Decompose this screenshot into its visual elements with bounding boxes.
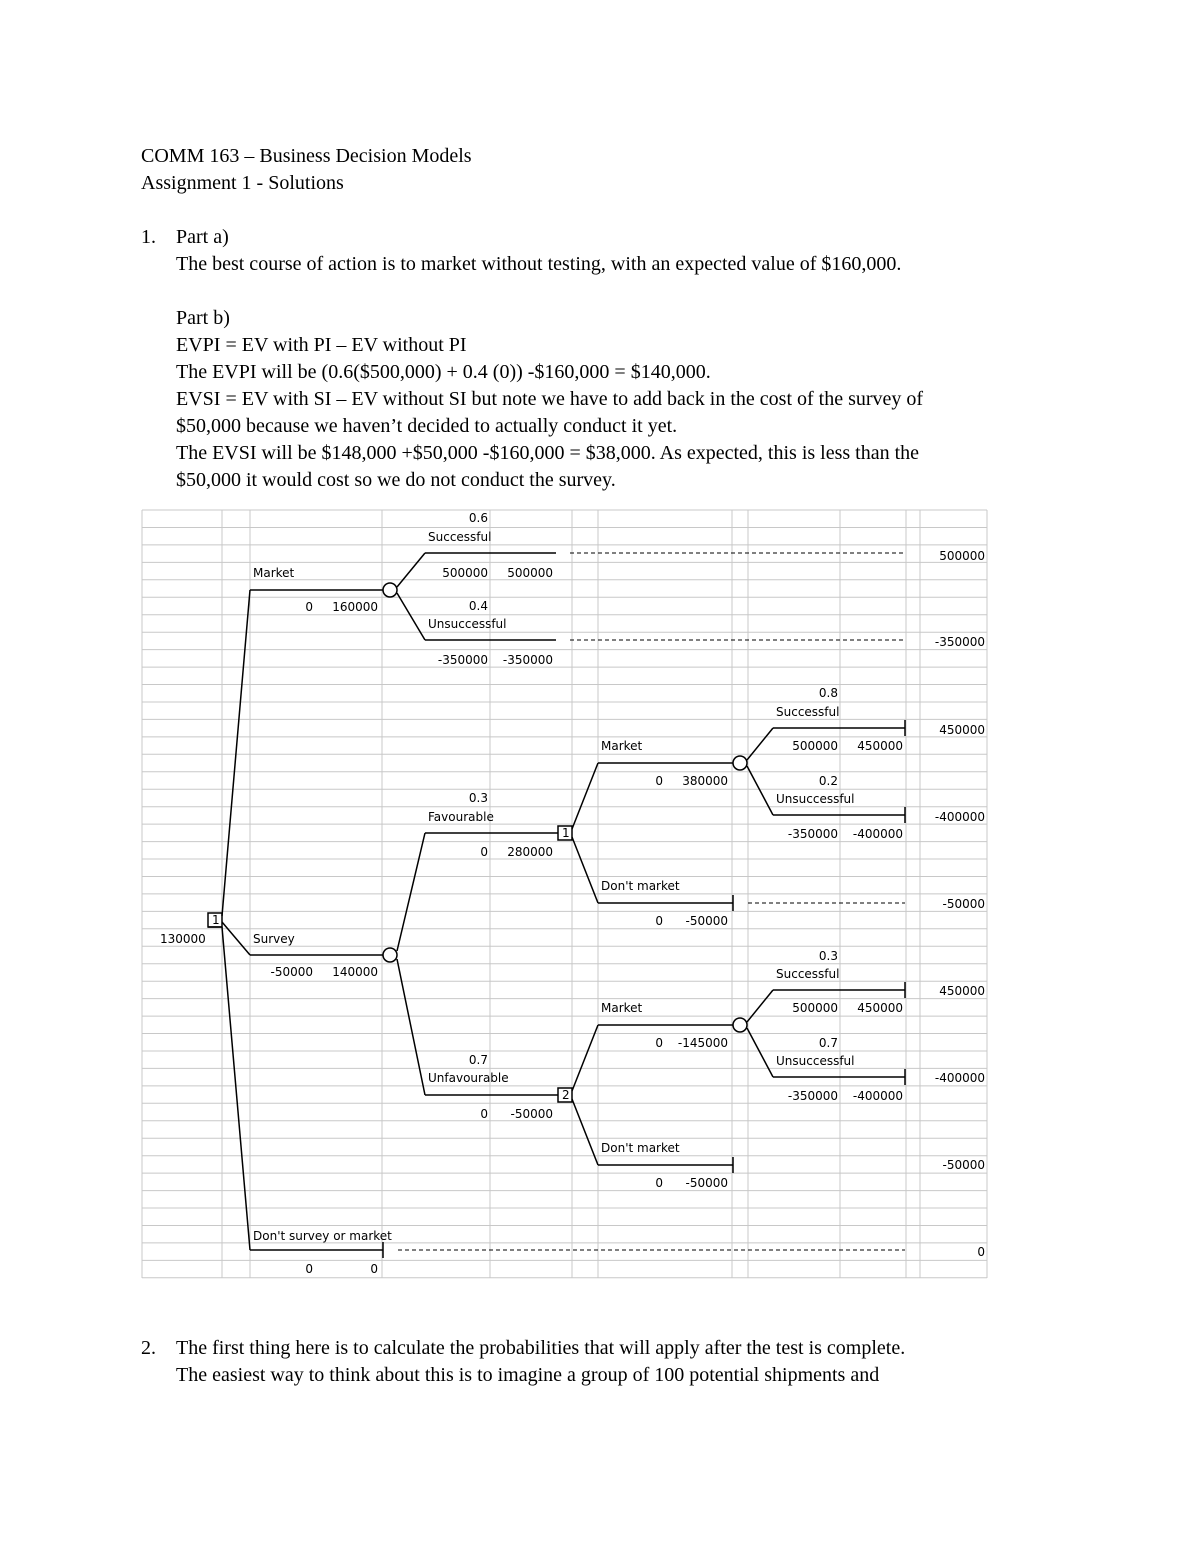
part-b-line: $50,000 because we haven’t decided to actually conduct it yet. xyxy=(176,415,678,437)
cost: 0 xyxy=(655,1036,663,1050)
outcome-label: Unsuccessful xyxy=(776,1054,855,1068)
part-b-line: EVSI = EV with SI – EV without SI but note we have to add back in the cost of the survey of xyxy=(176,388,924,410)
part-b-line: $50,000 it would cost so we do not conduct the survey. xyxy=(176,469,616,491)
prob: 0.7 xyxy=(468,1053,488,1067)
root-ev: 130000 xyxy=(160,932,206,946)
prob: 0.3 xyxy=(468,791,488,805)
dont-market-label: Don't market xyxy=(601,879,680,893)
q2-line: The easiest way to think about this is to imagine a group of 100 potential shipments and xyxy=(176,1364,880,1386)
total: 450000 xyxy=(857,1001,903,1015)
survey-cost: -50000 xyxy=(270,965,313,979)
total: -400000 xyxy=(852,1089,903,1103)
q2-line: The first thing here is to calculate the probabilities that will apply after the test is complete. xyxy=(176,1337,906,1359)
market-label: Market xyxy=(601,739,643,753)
part-b-line: The EVSI will be $148,000 +$50,000 -$160,000 = $38,000. As expected, this is less than the xyxy=(176,442,920,464)
total: -350000 xyxy=(502,653,553,667)
cost: 0 xyxy=(655,1176,663,1190)
chance-node-fav-market xyxy=(733,756,747,770)
ev: 280000 xyxy=(507,845,553,859)
outcome-label: Unsuccessful xyxy=(428,617,507,631)
total: 500000 xyxy=(507,566,553,580)
root-node-id: 1 xyxy=(212,913,220,927)
cash: 500000 xyxy=(442,566,488,580)
ev: -145000 xyxy=(677,1036,728,1050)
outcome-label: Successful xyxy=(776,967,840,981)
cash: -350000 xyxy=(787,1089,838,1103)
ev: 380000 xyxy=(682,774,728,788)
neither-label: Don't survey or market xyxy=(253,1229,392,1243)
branch-survey xyxy=(222,922,250,955)
chance-node-unfav-market xyxy=(733,1018,747,1032)
prob: 0.4 xyxy=(468,599,488,613)
cost: 0 xyxy=(480,1107,488,1121)
payoff: 450000 xyxy=(939,984,985,998)
branch-neither xyxy=(222,927,250,1250)
tree-lines xyxy=(208,553,905,1258)
outcome-label: Successful xyxy=(428,530,492,544)
payoff: 450000 xyxy=(939,723,985,737)
chance-node-survey xyxy=(383,948,397,962)
total: 450000 xyxy=(857,739,903,753)
outcome-label: Successful xyxy=(776,705,840,719)
cash: 500000 xyxy=(792,1001,838,1015)
payoff: 500000 xyxy=(939,549,985,563)
cash: -350000 xyxy=(787,827,838,841)
payoff: -50000 xyxy=(942,897,985,911)
survey-label: Survey xyxy=(253,932,295,946)
prob: 0.8 xyxy=(818,686,838,700)
question-number-1: 1. xyxy=(141,226,156,248)
chance-node-market xyxy=(383,583,397,597)
payoff: -50000 xyxy=(942,1158,985,1172)
part-a-answer: The best course of action is to market without testing, with an expected value of $160,000. xyxy=(176,253,902,275)
node-id: 1 xyxy=(562,826,570,840)
cash: -350000 xyxy=(437,653,488,667)
part-b-line: The EVPI will be (0.6($500,000) + 0.4 (0)) -$160,000 = $140,000. xyxy=(176,361,711,383)
part-b-line: EVPI = EV with PI – EV without PI xyxy=(176,334,467,356)
part-a-label: Part a) xyxy=(176,226,229,248)
cost: 0 xyxy=(655,914,663,928)
prob: 0.2 xyxy=(818,774,838,788)
cost: 0 xyxy=(480,845,488,859)
question-number-2: 2. xyxy=(141,1337,156,1359)
market-label: Market xyxy=(253,566,295,580)
part-b-label: Part b) xyxy=(176,307,230,329)
market-cost: 0 xyxy=(305,600,313,614)
branch-market xyxy=(222,590,250,916)
payoff: -350000 xyxy=(934,635,985,649)
outcome-label: Unsuccessful xyxy=(776,792,855,806)
prob: 0.6 xyxy=(468,511,488,525)
neither-cost: 0 xyxy=(305,1262,313,1276)
neither-ev: 0 xyxy=(370,1262,378,1276)
prob: 0.7 xyxy=(818,1036,838,1050)
prob: 0.3 xyxy=(818,949,838,963)
payoff: 0 xyxy=(977,1245,985,1259)
market-label: Market xyxy=(601,1001,643,1015)
outcome-label: Favourable xyxy=(428,810,494,824)
spreadsheet-grid xyxy=(142,510,987,1278)
node-id: 2 xyxy=(562,1088,570,1102)
outcome-label: Unfavourable xyxy=(428,1071,509,1085)
survey-ev: 140000 xyxy=(332,965,378,979)
ev: -50000 xyxy=(510,1107,553,1121)
course-title: COMM 163 – Business Decision Models xyxy=(141,145,472,167)
payoff: -400000 xyxy=(934,1071,985,1085)
total: -50000 xyxy=(685,914,728,928)
dont-market-label: Don't market xyxy=(601,1141,680,1155)
assignment-title: Assignment 1 - Solutions xyxy=(141,172,344,194)
total: -50000 xyxy=(685,1176,728,1190)
cash: 500000 xyxy=(792,739,838,753)
total: -400000 xyxy=(852,827,903,841)
payoff: -400000 xyxy=(934,810,985,824)
market-ev: 160000 xyxy=(332,600,378,614)
cost: 0 xyxy=(655,774,663,788)
